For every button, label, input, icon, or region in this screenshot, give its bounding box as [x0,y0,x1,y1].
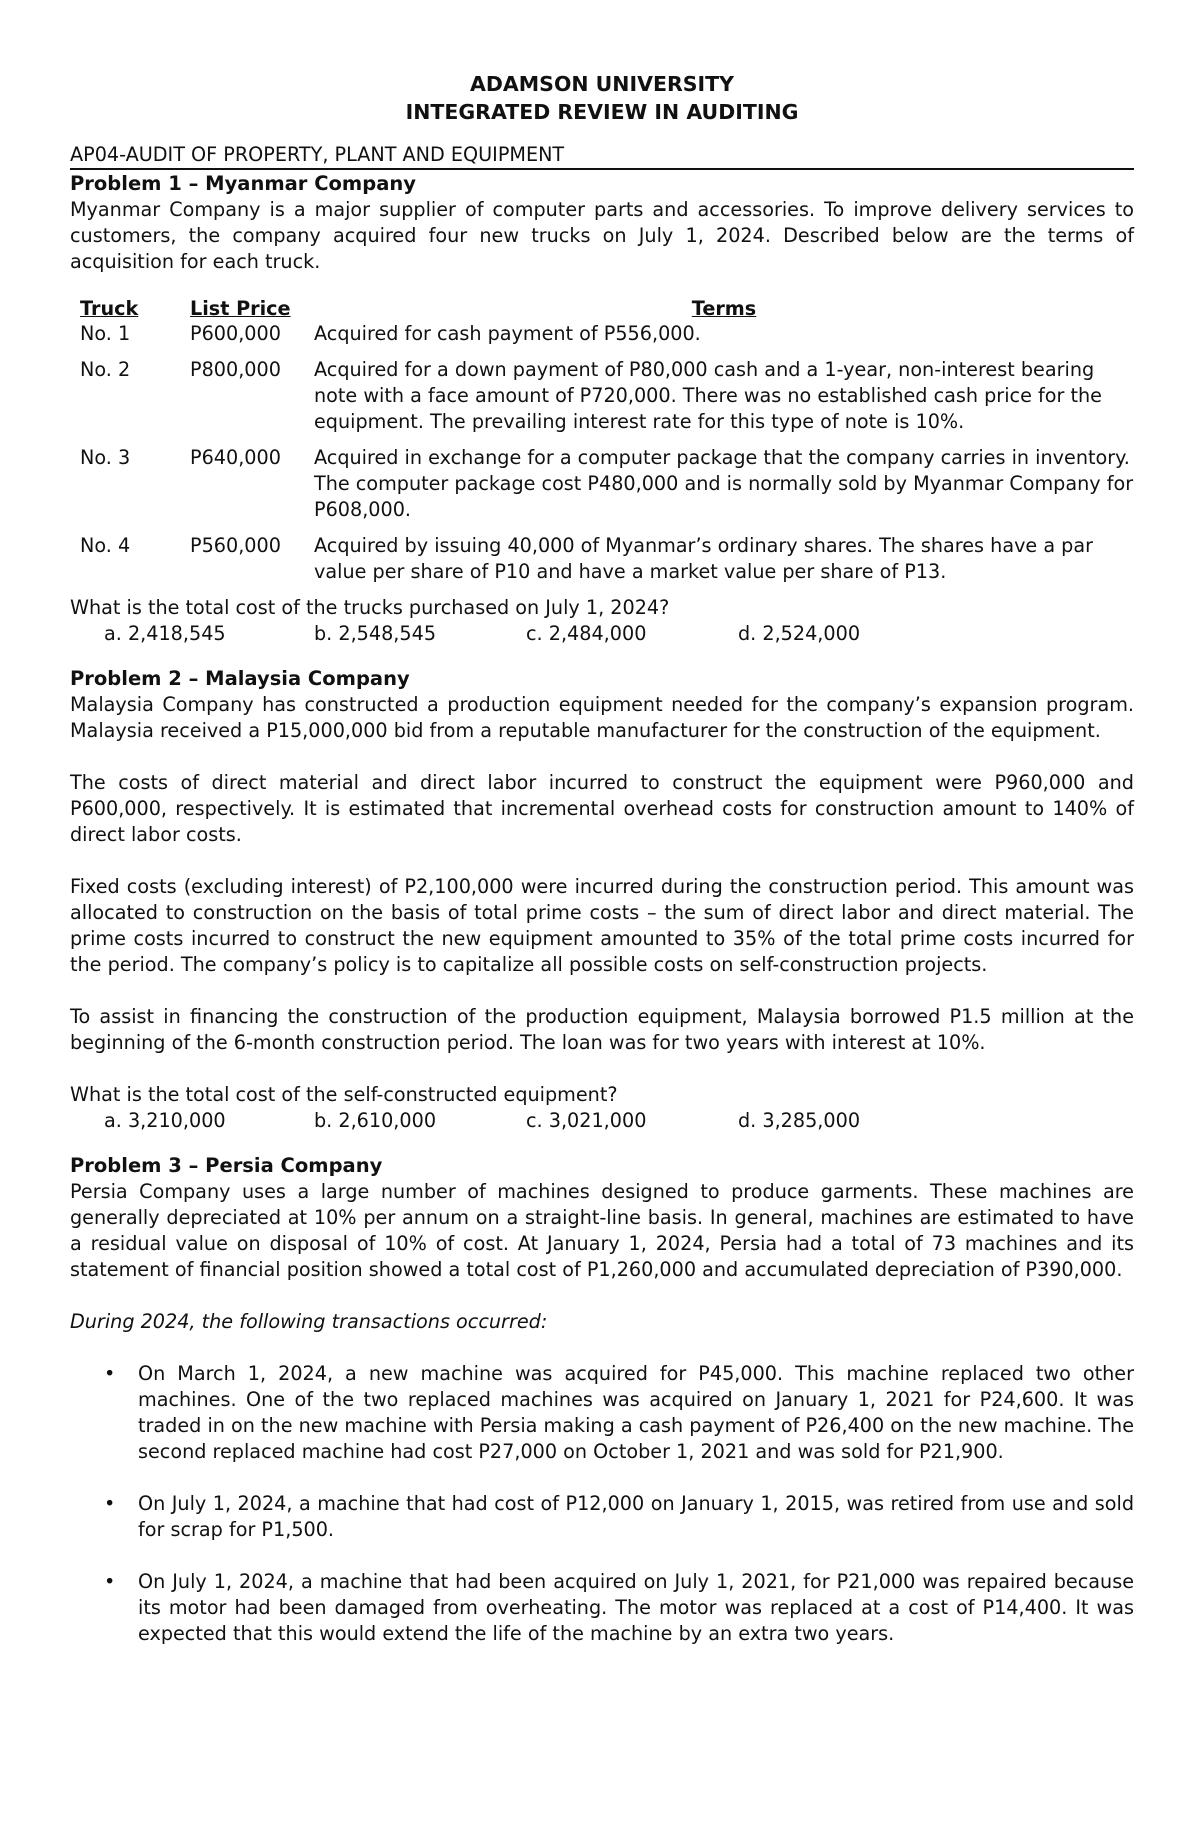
document-page [70,70,1134,1673]
truck-terms: Acquired for a down payment of P80,000 cash and a 1-year, non-interest bearing note with a face amount of P720,000. There was no established cash price for the equipment. The prevailing interest rate for this type of note is 10%. [314,358,1102,433]
problem3-title: Problem 3 – Persia Company [70,1154,383,1177]
list-item: • On March 1, 2024, a new machine was acquired for P45,000. This machine replaced two other machines. One of the two replaced machines was acquired on January 1, 2021 for P24,600. It was traded in on the new machine with Persia making a cash payment of P26,400 on the new machine. The second replaced machine had cost P27,000 on October 1, 2021 and was sold for P21,900. [70,1361,1134,1465]
course-title: INTEGRATED REVIEW IN AUDITING [405,100,799,124]
truck-price: P560,000 [190,534,281,557]
problem1-choices [70,621,1134,647]
truck-terms: Acquired by issuing 40,000 of Myanmar’s ordinary shares. The shares have a par value per share of P10 and have a market value per share of P13. [314,534,1094,583]
truck-number: No. 1 [80,322,131,345]
truck-table-header [70,297,1134,321]
header-list-price: List Price [190,297,291,320]
choice-b: b. 2,610,000 [314,1109,437,1132]
problem1-question: What is the total cost of the trucks purchased on July 1, 2024? [70,596,670,619]
table-row [70,357,1134,445]
truck-terms: Acquired for cash payment of P556,000. [314,322,701,345]
problem1-title: Problem 1 – Myanmar Company [70,172,416,195]
problem3-intro: Persia Company uses a large number of machines designed to produce garments. These machines are generally depreciated at 10% per annum on a straight-line basis. In general, machines are estimated to have a residual value on disposal of 10% of cost. At January 1, 2024, Persia had a total of 73 machines and its statement of financial position showed a total cost of P1,260,000 and accumulated depreciation of P390,000. [70,1180,1134,1281]
table-row [70,445,1134,533]
truck-price: P800,000 [190,358,281,381]
truck-number: No. 2 [80,358,131,381]
truck-number: No. 3 [80,446,131,469]
table-row [70,321,1134,357]
truck-price: P640,000 [190,446,281,469]
university-title: ADAMSON UNIVERSITY [470,72,734,96]
problem2-title: Problem 2 – Malaysia Company [70,667,410,690]
choice-d: d. 3,285,000 [738,1109,861,1132]
problem2-choices [70,1108,1134,1134]
choice-a: a. 3,210,000 [104,1109,226,1132]
choice-c: c. 2,484,000 [526,622,647,645]
header-terms: Terms [691,297,757,320]
problem2-paragraph: Fixed costs (excluding interest) of P2,100,000 were incurred during the construction period. This amount was allocated to construction on the basis of total prime costs – the sum of direct labor and direct material. The prime costs incurred to construct the new equipment amounted to 35% of the total prime costs incurred for the period. The company’s policy is to capitalize all possible costs on self-construction projects. [70,875,1134,976]
problem1-intro: Myanmar Company is a major supplier of computer parts and accessories. To improve delivery services to customers, the company acquired four new trucks on July 1, 2024. Described below are the terms of acquisition for each truck. [70,198,1134,273]
topic-heading: AP04-AUDIT OF PROPERTY, PLANT AND EQUIPMENT [70,142,1134,170]
truck-terms: Acquired in exchange for a computer package that the company carries in inventory. The computer package cost P480,000 and is normally sold by Myanmar Company for P608,000. [314,446,1134,521]
list-item: • On July 1, 2024, a machine that had cost of P12,000 on January 1, 2015, was retired from use and sold for scrap for P1,500. [70,1491,1134,1543]
choice-a: a. 2,418,545 [104,622,226,645]
truck-number: No. 4 [80,534,131,557]
choice-d: d. 2,524,000 [738,622,861,645]
choice-b: b. 2,548,545 [314,622,437,645]
choice-c: c. 3,021,000 [526,1109,647,1132]
truck-price: P600,000 [190,322,281,345]
problem2-paragraph: The costs of direct material and direct labor incurred to construct the equipment were P960,000 and P600,000, respectively. It is estimated that incremental overhead costs for construction amount to 140% of direct labor costs. [70,771,1134,846]
truck-table [70,297,1134,595]
problem2-paragraph: To assist in financing the construction of the production equipment, Malaysia borrowed P1.5 million at the beginning of the 6-month construction period. The loan was for two years with interest at 10%. [70,1005,1134,1054]
header-truck: Truck [80,297,139,320]
problem2-paragraph: Malaysia Company has constructed a production equipment needed for the company’s expansion program. Malaysia received a P15,000,000 bid from a reputable manufacturer for the construction of the equipment. [70,693,1134,742]
list-item: • On July 1, 2024, a machine that had been acquired on July 1, 2021, for P21,000 was repaired because its motor had been damaged from overheating. The motor was replaced at a cost of P14,400. It was expected that this would extend the life of the machine by an extra two years. [70,1569,1134,1647]
transaction-list [70,1361,1134,1647]
problem2-question: What is the total cost of the self-constructed equipment? [70,1083,618,1106]
table-row [70,533,1134,595]
transactions-label: During 2024, the following transactions occurred: [70,1310,548,1333]
